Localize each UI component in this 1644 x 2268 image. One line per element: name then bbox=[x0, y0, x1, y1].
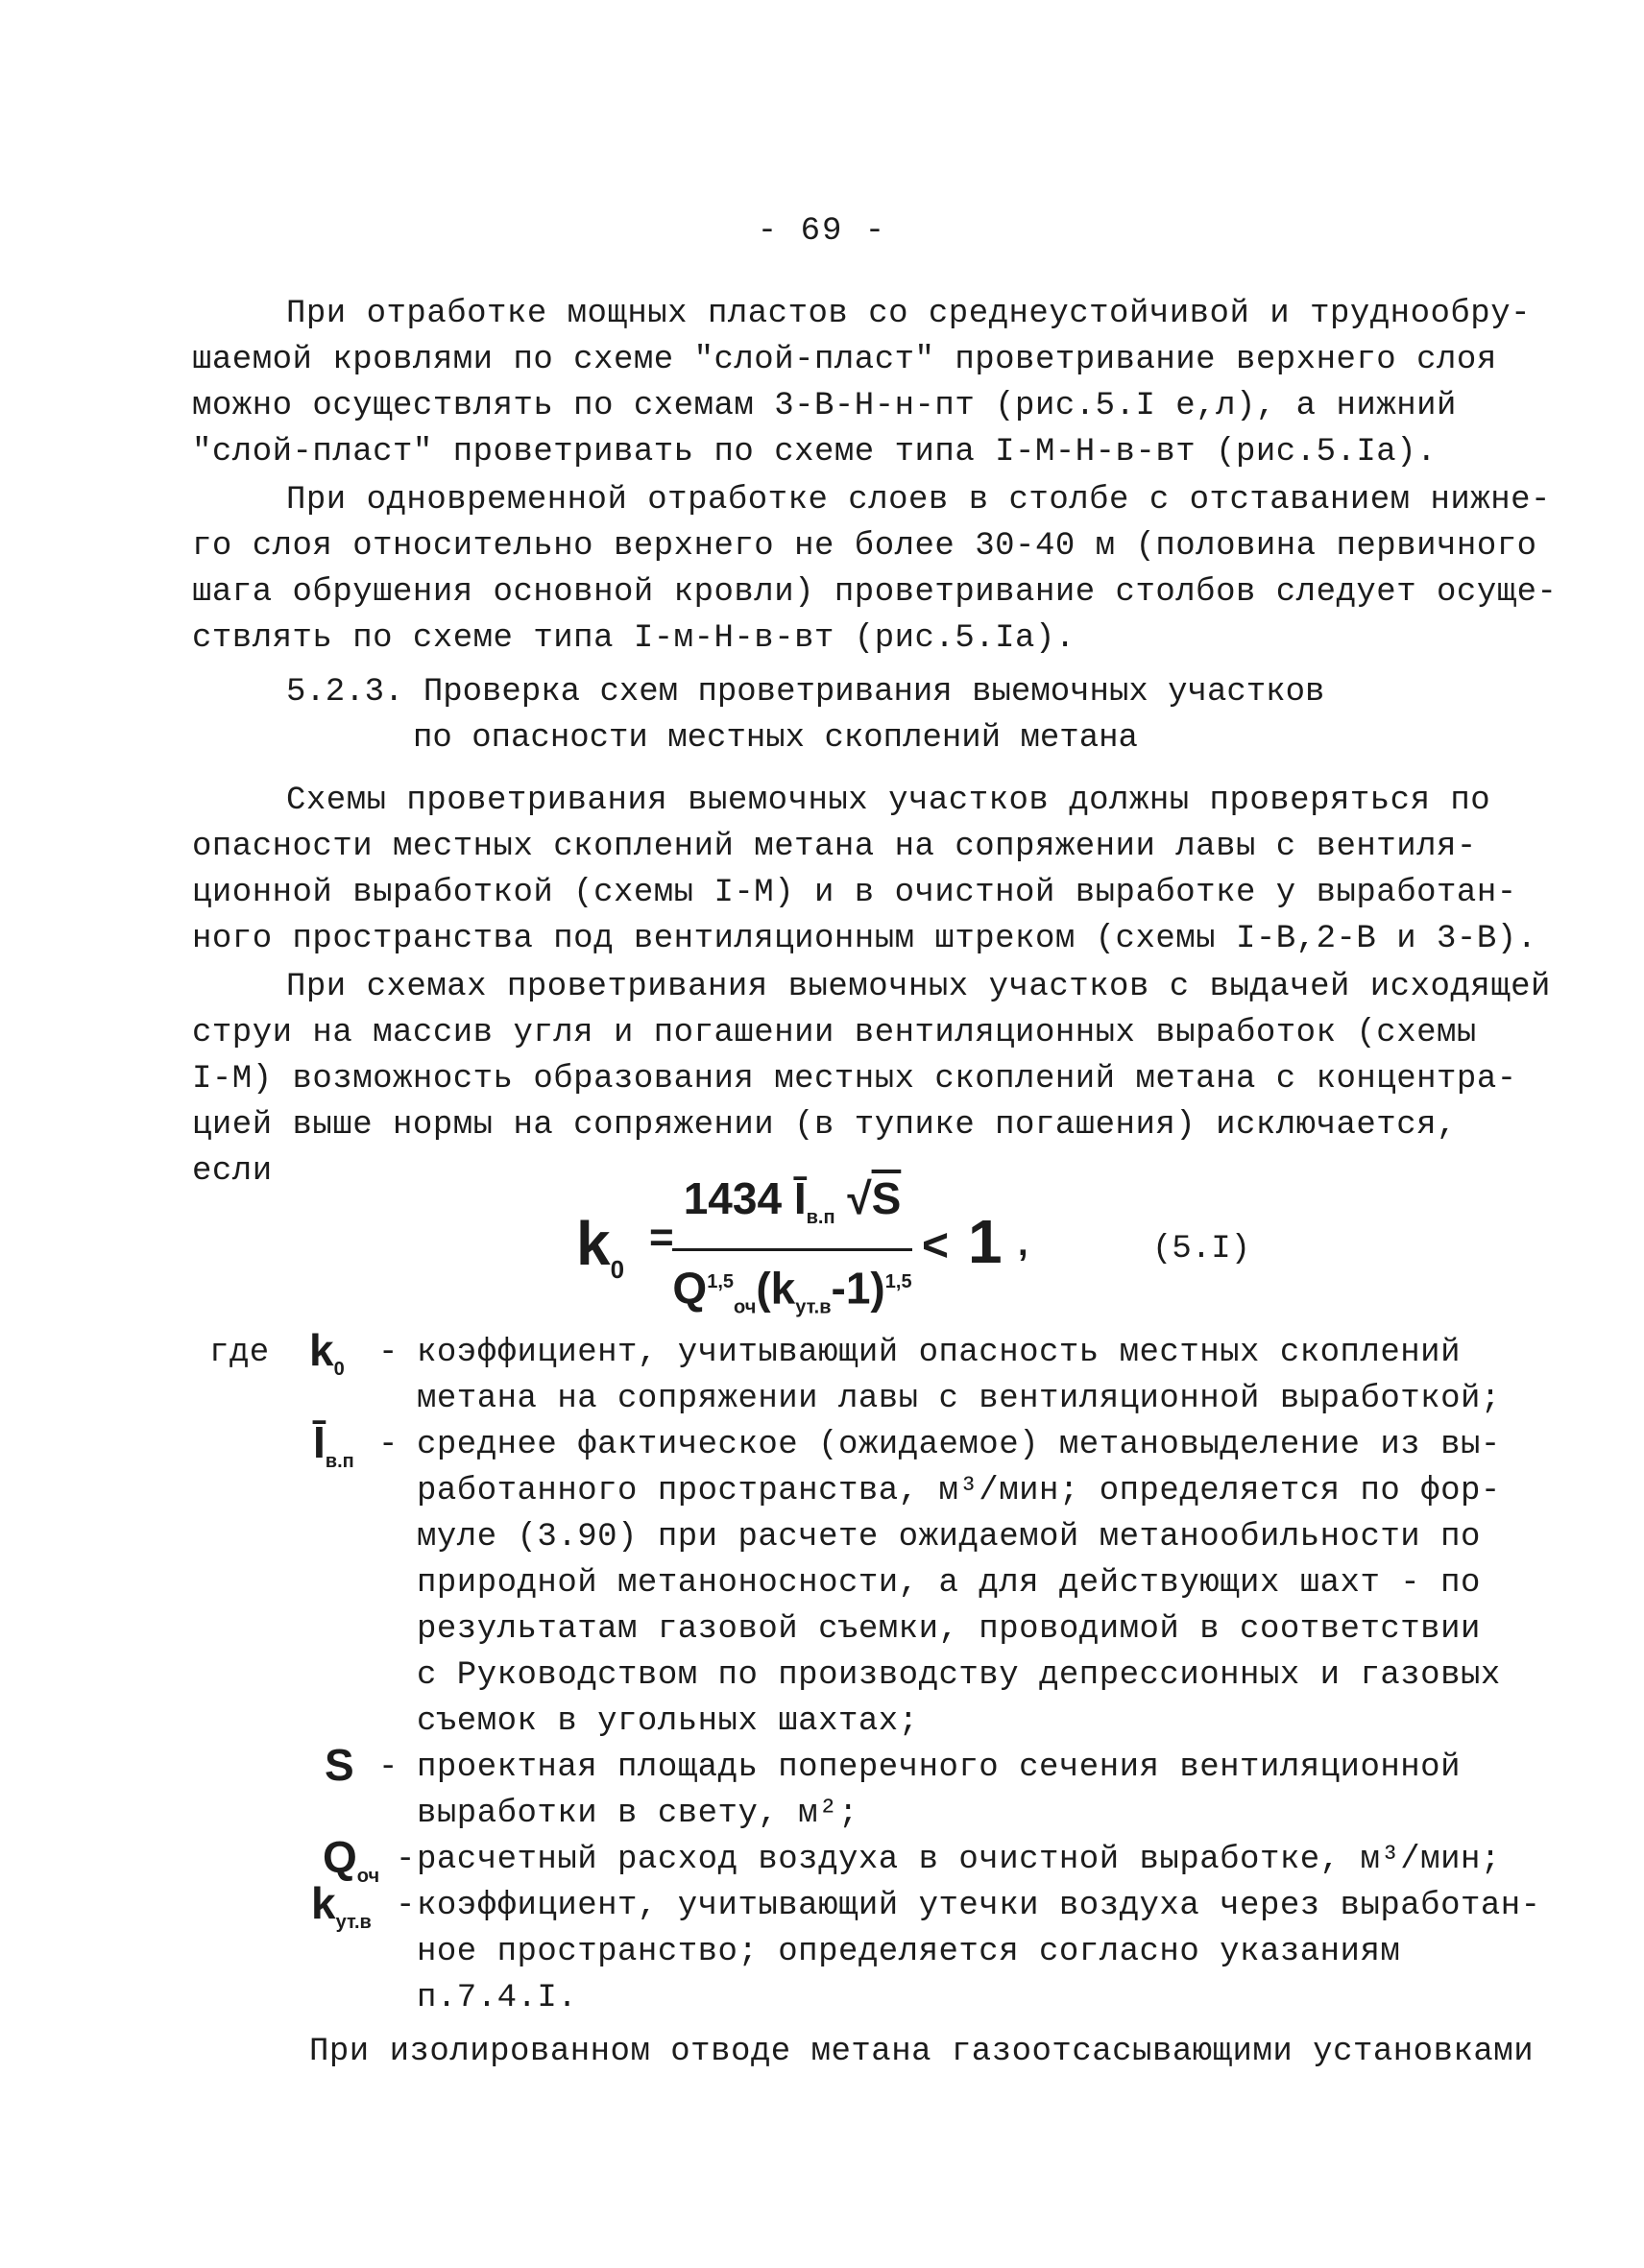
def5-line-2: ное пространство; определяется согласно указаниям bbox=[417, 1934, 1401, 1970]
equation-number: (5.I) bbox=[1152, 1231, 1251, 1267]
section-heading-line-2: по опасности местных скоплений метана bbox=[413, 720, 1138, 757]
def-dash-1: - bbox=[378, 1335, 399, 1371]
def2-line-7: съемок в угольных шахтах; bbox=[417, 1703, 919, 1740]
formula-5-1 bbox=[576, 1170, 1440, 1318]
para1-line-1: При отработке мощных пластов со среднеустойчивой и труднообру- bbox=[286, 296, 1532, 332]
para2-line-1: При одновременной отработке слоев в столбе с отставанием нижне- bbox=[286, 482, 1551, 519]
def-dash-5: - bbox=[396, 1888, 416, 1924]
formula-numerator: 1434 $Ī_{в.п}$ √S bbox=[683, 1173, 902, 1229]
closing-line: При изолированном отводе метана газоотсасывающими установками bbox=[309, 2034, 1535, 2070]
def2-line-3: муле (3.90) при расчете ожидаемой метанообильности по bbox=[417, 1519, 1481, 1556]
def2-line-4: природной метаноносности, а для действующих шахт - по bbox=[417, 1565, 1481, 1602]
def3-line-2: выработки в свету, м²; bbox=[417, 1796, 858, 1832]
formula-equals: = bbox=[649, 1214, 674, 1261]
para1-line-2: шаемой кровлями по схеме "слой-пласт" проветривание верхнего слоя bbox=[192, 342, 1497, 378]
def5-line-1: коэффициент, учитывающий утечки воздуха через выработан- bbox=[417, 1888, 1541, 1924]
para3-line-2: опасности местных скоплений метана на сопряжении лавы с вентиля- bbox=[192, 829, 1477, 865]
para4-line-3: I-М) возможность образования местных скоплений метана с концентра- bbox=[192, 1061, 1517, 1098]
def2-line-2: работанного пространства, м³/мин; определяется по фор- bbox=[417, 1473, 1501, 1509]
def-symbol-k-utv: $k_{ут.в}$ bbox=[311, 1878, 372, 1934]
para1-line-4: "слой-пласт" проветривать по схеме типа I-М-Н-в-вт (рис.5.Iа). bbox=[192, 434, 1438, 470]
def4-line-1: расчетный расход воздуха в очистной выработке, м³/мин; bbox=[417, 1842, 1501, 1878]
para2-line-2: го слоя относительно верхнего не более 30-40 м (половина первичного bbox=[192, 528, 1537, 565]
def-dash-3: - bbox=[378, 1749, 399, 1786]
def-symbol-k0: $k_0$ bbox=[309, 1325, 345, 1381]
para3-line-3: ционной выработкой (схемы I-М) и в очистной выработке у выработан- bbox=[192, 875, 1517, 911]
para2-line-3: шага обрушения основной кровли) проветривание столбов следует осуще- bbox=[192, 574, 1558, 611]
para4-line-5: если bbox=[192, 1153, 273, 1190]
formula-comma: , bbox=[1018, 1223, 1028, 1264]
formula-denominator: $Q^{1,5}_{оч}(k_{ут.в}-1)^{1,5}$ bbox=[672, 1263, 912, 1318]
formula-relation: < bbox=[922, 1220, 950, 1271]
def5-line-3: п.7.4.I. bbox=[417, 1980, 578, 2016]
where-label: где bbox=[209, 1335, 270, 1371]
para1-line-3: можно осуществлять по схемам 3-В-Н-н-пт (рис.5.I е,л), а нижний bbox=[192, 388, 1457, 424]
def2-line-1: среднее фактическое (ожидаемое) метановыделение из вы- bbox=[417, 1427, 1501, 1463]
para4-line-2: струи на массив угля и погашении вентиляционных выработок (схемы bbox=[192, 1015, 1477, 1051]
para3-line-4: ного пространства под вентиляционным штреком (схемы I-В,2-В и 3-В). bbox=[192, 921, 1537, 957]
def1-line-2: метана на сопряжении лавы с вентиляционной выработкой; bbox=[417, 1381, 1501, 1417]
formula-fraction bbox=[672, 1170, 912, 1339]
formula-lhs: $k_0$ bbox=[576, 1209, 625, 1284]
def-symbol-s: S bbox=[325, 1740, 354, 1790]
def-dash-2: - bbox=[378, 1427, 399, 1463]
def3-line-1: проектная площадь поперечного сечения вентиляционной bbox=[417, 1749, 1461, 1786]
page-number: - 69 - bbox=[757, 213, 887, 250]
formula-rhs: 1 bbox=[968, 1207, 1003, 1276]
section-heading-line-1: 5.2.3. Проверка схем проветривания выемочных участков bbox=[286, 674, 1325, 711]
def-symbol-q-och: $Q_{оч}$ bbox=[323, 1832, 380, 1888]
def-dash-4: - bbox=[396, 1842, 416, 1878]
para3-line-1: Схемы проветривания выемочных участков должны проверяться по bbox=[286, 783, 1491, 819]
para4-line-4: цией выше нормы на сопряжении (в тупике погашения) исключается, bbox=[192, 1107, 1457, 1144]
def2-line-5: результатам газовой съемки, проводимой в соответствии bbox=[417, 1611, 1481, 1648]
para4-line-1: При схемах проветривания выемочных участков с выдачей исходящей bbox=[286, 969, 1551, 1005]
def-symbol-i-vp: $Ī_{в.п}$ bbox=[313, 1417, 354, 1473]
def2-line-6: с Руководством по производству депрессионных и газовых bbox=[417, 1657, 1501, 1694]
para2-line-4: ствлять по схеме типа I-м-Н-в-вт (рис.5.Iа). bbox=[192, 620, 1076, 657]
def1-line-1: коэффициент, учитывающий опасность местных скоплений bbox=[417, 1335, 1461, 1371]
